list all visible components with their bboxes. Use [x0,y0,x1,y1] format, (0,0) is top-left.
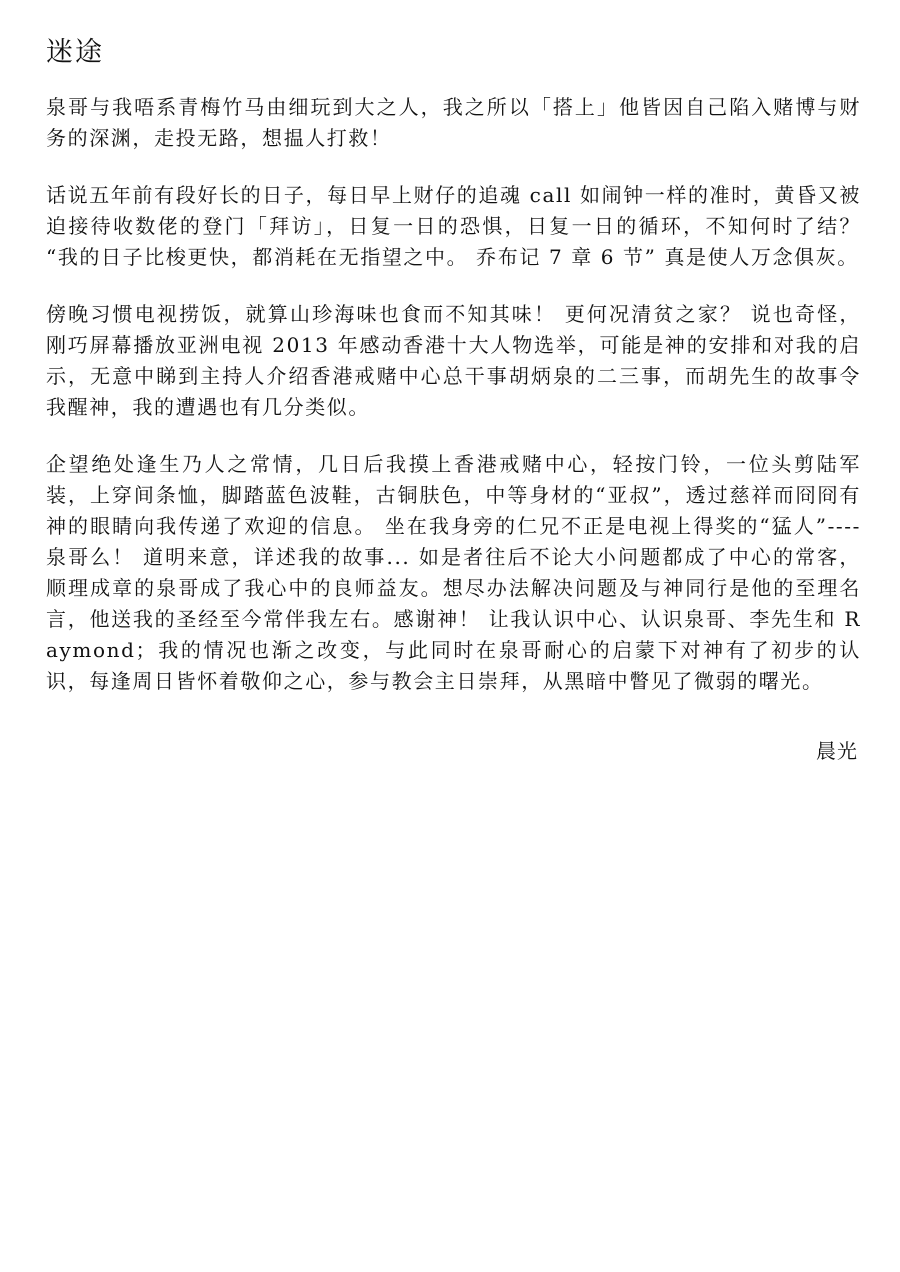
paragraph-2: 话说五年前有段好长的日子，每日早上财仔的追魂 call 如闹钟一样的准时，黄昏又被迫接待收数佬的登门「拜访」，日复一日的恐惧，日复一日的循环，不知何时了结？ “我的日子比梭更快，都消耗在无指望之中。 乔布记 7 章 6 节” 真是使人万念俱灰。 [46,183,861,269]
author-signature: 晨光 [816,739,858,763]
paragraph-4: 企望绝处逢生乃人之常情，几日后我摸上香港戒赌中心，轻按门铃，一位头剪陆军装，上穿间条恤，脚踏蓝色波鞋，古铜肤色，中等身材的“亚叔”，透过慈祥而冏冏有神的眼睛向我传递了欢迎的信息。 坐在我身旁的仁兄不正是电视上得奖的“猛人”----泉哥么！ 道明来意，详述我的故事... 如是者往后不论大小问题都成了中心的常客，顺理成章的泉哥成了我心中的良师益友。想尽办法解决问题及与神同行是他的至理名言，他送我的圣经至今常伴我左右。感谢神！ 让我认识中心、认识泉哥、李先生和 Raymond；我的情况也渐之改变，与此同时在泉哥耐心的启蒙下对神有了初步的认识，每逢周日皆怀着敬仰之心，参与教会主日崇拜，从黑暗中瞥见了微弱的曙光。 [46,452,861,693]
document-title: 迷途 [46,37,104,68]
paragraph-1: 泉哥与我唔系青梅竹马由细玩到大之人，我之所以「搭上」他皆因自己陷入赌博与财务的深渊，走投无路，想揾人打救！ [46,95,861,150]
document-body [46,92,861,697]
paragraph-3: 傍晚习惯电视捞饭，就算山珍海味也食而不知其味！ 更何况清贫之家？ 说也奇怪，刚巧屏幕播放亚洲电视 2013 年感动香港十大人物选举，可能是神的安排和对我的启示，无意中睇到主持人介绍香港戒赌中心总干事胡炳泉的二三事，而胡先生的故事令我醒神，我的遭遇也有几分类似。 [46,302,861,419]
